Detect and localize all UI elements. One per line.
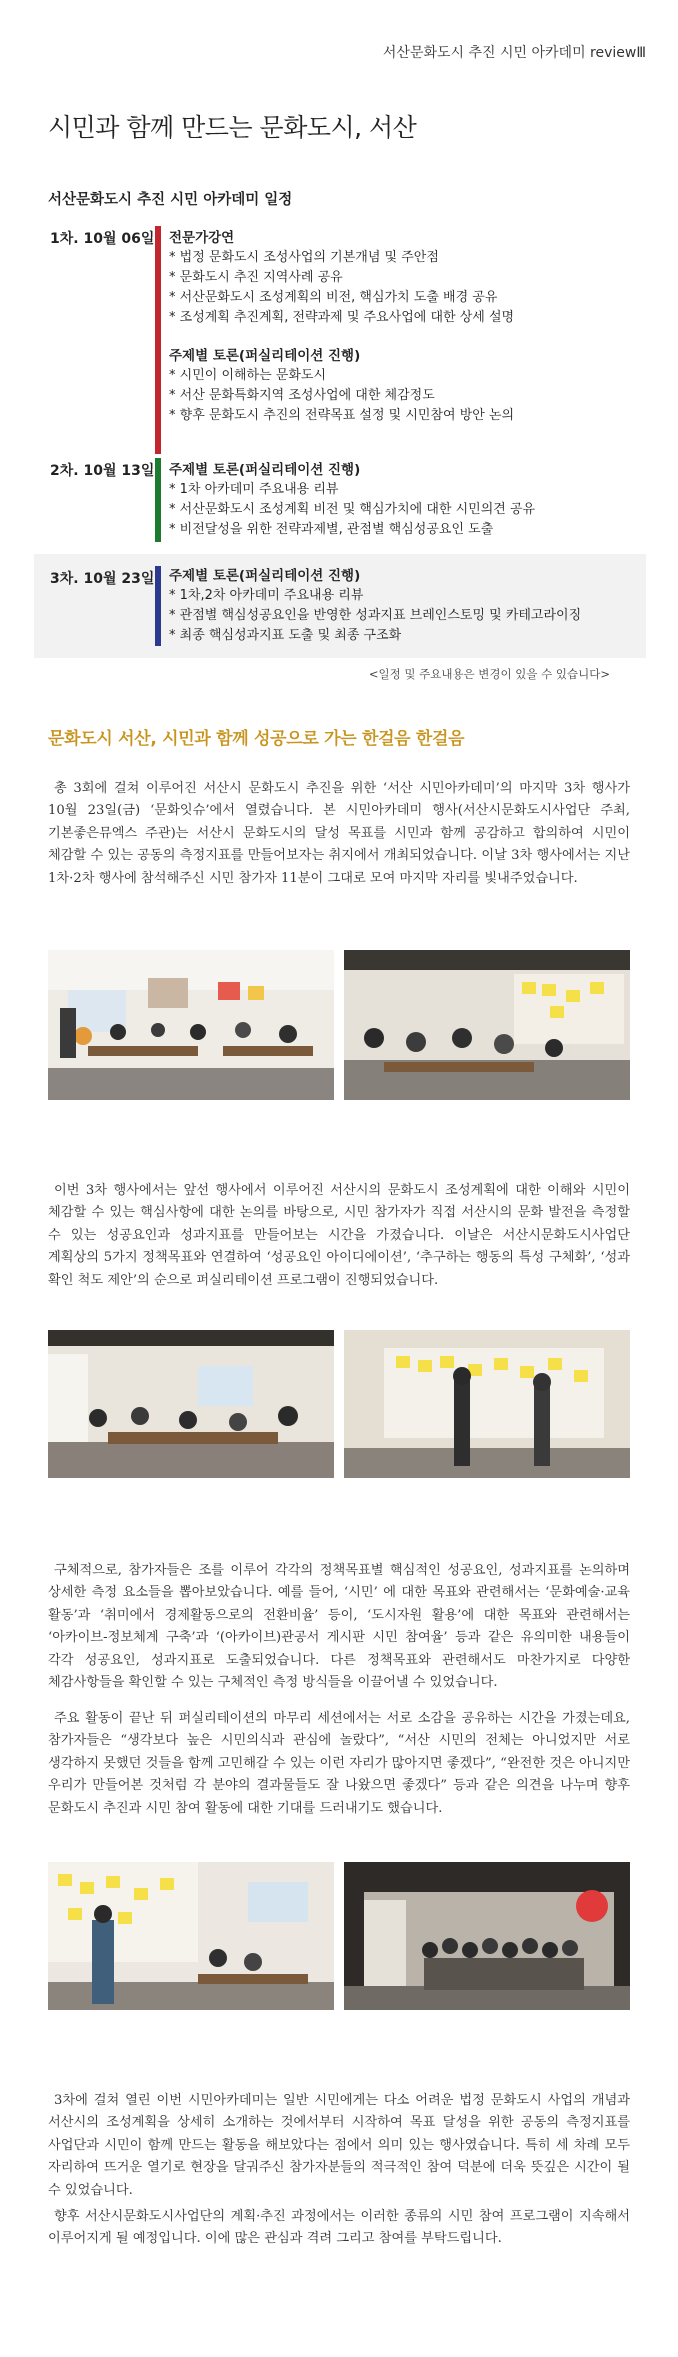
schedule-title: 서산문화도시 추진 시민 아카데미 일정 — [48, 192, 293, 208]
block-item: * 관점별 핵심성공요인을 반영한 성과지표 브레인스토밍 및 카테고라이징 — [169, 608, 582, 623]
session-content — [169, 566, 642, 646]
block-item: * 1차 아카데미 주요내용 리뷰 — [169, 482, 339, 497]
block-title: 주제별 토론(퍼실리테이션 진행) — [169, 568, 361, 584]
block-item: * 서산문화도시 조성계획 비전 및 핵심가치에 대한 시민의견 공유 — [169, 502, 536, 517]
session-block — [169, 566, 642, 646]
block-item: * 문화도시 추진 지역사례 공유 — [169, 270, 343, 285]
event-photo — [48, 950, 334, 1100]
article-paragraph: 이번 3차 행사에서는 앞선 행사에서 이루어진 서산시의 문화도시 조성계획에 대한 이해와 시민이 체감할 수 있는 핵심사항에 대한 논의를 바탕으로, 시민 참가자가 직접 서산시의 문화 발전을 측정할 수 있는 성공요인과 성과지표를 만들어보는 시간을 가졌습니다. 이날은 서산시문화도시사업단 계획상의 5가지 정책목표와 연결하여 ‘성공요인 아이디에이션’, ‘추구하는 행동의 특성 구체화’, ‘성과 확인 척도 제안’의 순으로 퍼실리테이션 프로그램이 진행되었습니다. — [48, 1183, 630, 1288]
session-date: 2차. 10월 13일 — [50, 463, 155, 479]
schedule-note: <일정 및 주요내용은 변경이 있을 수 있습니다> — [368, 667, 610, 681]
session-content — [169, 228, 642, 426]
header-tag: 서산문화도시 추진 시민 아카데미 reviewⅢ — [382, 45, 646, 61]
block-item: * 서산문화도시 조성계획의 비전, 핵심가치 도출 배경 공유 — [169, 290, 498, 305]
schedule-session-1 — [34, 222, 646, 458]
event-photo — [344, 950, 630, 1100]
article-paragraph: 총 3회에 걸쳐 이루어진 서산시 문화도시 추진을 위한 ‘서산 시민아카데미’의 마지막 3차 행사가 10월 23일(금) ‘문화잇슈’에서 열렸습니다. 본 시민아카데미 행사(서산시문화도시사업단 주최, 기본좋은뮤엑스 주관)는 서산시 문화도시의 달성 목표를 시민과 함께 공감하고 합의하여 시민이 체감할 수 있는 공동의 측정지표를 만들어보자는 취지에서 개최되었습니다. 이날 3차 행사에서는 지난 1차·2차 행사에 참석해주신 시민 참가자 11분이 그대로 모여 마지막 자리를 빛내주었습니다. — [48, 781, 630, 886]
session-color-bar — [155, 226, 161, 454]
session-date: 1차. 10월 06일 — [50, 231, 155, 247]
article-paragraph: 주요 활동이 끝난 뒤 퍼실리테이션의 마무리 세션에서는 서로 소감을 공유하는 시간을 가졌는데요, 참가자들은 “생각보다 높은 시민의식과 관심에 놀랐다”, “서산 시민의 전체는 아니었지만 서로 생각하지 못했던 것들을 함께 고민해갈 수 있는 이런 자리가 많아지면 좋겠다”, “완전한 것은 아니지만 우리가 만들어본 것처럼 각 분야의 결과물들도 잘 나왔으면 좋겠다” 등과 같은 의견을 나누며 향후 문화도시 추진과 시민 참여 활동에 대한 기대를 드러내기도 했습니다. — [48, 1711, 630, 1816]
session-date: 3차. 10월 23일 — [50, 571, 155, 587]
block-item: * 비전달성을 위한 전략과제별, 관점별 핵심성공요인 도출 — [169, 522, 494, 537]
event-photo — [48, 1862, 334, 2010]
article-paragraph: 3차에 걸쳐 열린 이번 시민아카데미는 일반 시민에게는 다소 어려운 법정 문화도시 사업의 개념과 서산시의 조성계획을 상세히 소개하는 것에서부터 시작하여 목표 달성을 위한 공동의 측정지표를 사업단과 시민이 함께 만드는 활동을 해보았다는 점에서 의미 있는 행사였습니다. 특히 세 차례 모두 자리하여 뜨거운 열기로 현장을 달궈주신 참가자분들의 적극적인 참여 덕분에 더욱 뜻깊은 시간이 될 수 있었습니다. — [48, 2093, 630, 2198]
session-block — [169, 460, 642, 540]
event-photo — [48, 1330, 334, 1478]
block-title: 전문가강연 — [169, 230, 235, 246]
block-title: 주제별 토론(퍼실리테이션 진행) — [169, 462, 361, 478]
schedule-session-2 — [34, 454, 646, 546]
article-paragraph: 구체적으로, 참가자들은 조를 이루어 각각의 정책목표별 핵심적인 성공요인, 성과지표를 논의하며 상세한 측정 요소들을 뽑아보았습니다. 예를 들어, ‘시민’ 에 대한 목표와 관련해서는 ‘문화예술·교육 활동’과 ‘취미에서 경제활동으로의 전환비율’ 등이, ‘도시자원 활용’에 대한 목표와 관련해서는 ‘아카이브-정보체계 구축’과 ‘(아카이브)관공서 게시판 시민 참여율’ 등과 같은 유의미한 내용들이 각각 성공요인, 성과지표로 도출되었습니다. 다른 정책목표와 관련해서도 마찬가지로 다양한 체감사항들을 확인할 수 있는 구체적인 측정 방식들을 이끌어낼 수 있었습니다. — [48, 1563, 630, 1691]
session-color-bar — [155, 566, 161, 646]
block-item: * 서산 문화특화지역 조성사업에 대한 체감정도 — [169, 388, 435, 403]
session-content — [169, 460, 642, 540]
block-item: * 1차,2차 아카데미 주요내용 리뷰 — [169, 588, 364, 603]
article-heading: 문화도시 서산, 시민과 함께 성공으로 가는 한걸음 한걸음 — [48, 729, 465, 749]
page-title: 시민과 함께 만드는 문화도시, 서산 — [48, 113, 417, 142]
session-block — [169, 228, 642, 328]
event-photo — [344, 1862, 630, 2010]
session-block — [169, 346, 642, 426]
block-item: * 시민이 이해하는 문화도시 — [169, 368, 327, 383]
block-title: 주제별 토론(퍼실리테이션 진행) — [169, 348, 361, 364]
session-color-bar — [155, 458, 161, 542]
block-item: * 법정 문화도시 조성사업의 기본개념 및 주안점 — [169, 250, 439, 265]
schedule-session-3 — [34, 554, 646, 658]
block-item: * 향후 문화도시 추진의 전략목표 설정 및 시민참여 방안 논의 — [169, 408, 515, 423]
article-paragraph: 향후 서산시문화도시사업단의 계획·추진 과정에서는 이러한 종류의 시민 참여 프로그램이 지속해서 이루어지게 될 예정입니다. 이에 많은 관심과 격려 그리고 참여를 부탁드립니다. — [48, 2209, 630, 2247]
event-photo — [344, 1330, 630, 1478]
block-item: * 최종 핵심성과지표 도출 및 최종 구조화 — [169, 628, 402, 643]
block-item: * 조성계획 추진계획, 전략과제 및 주요사업에 대한 상세 설명 — [169, 310, 515, 325]
